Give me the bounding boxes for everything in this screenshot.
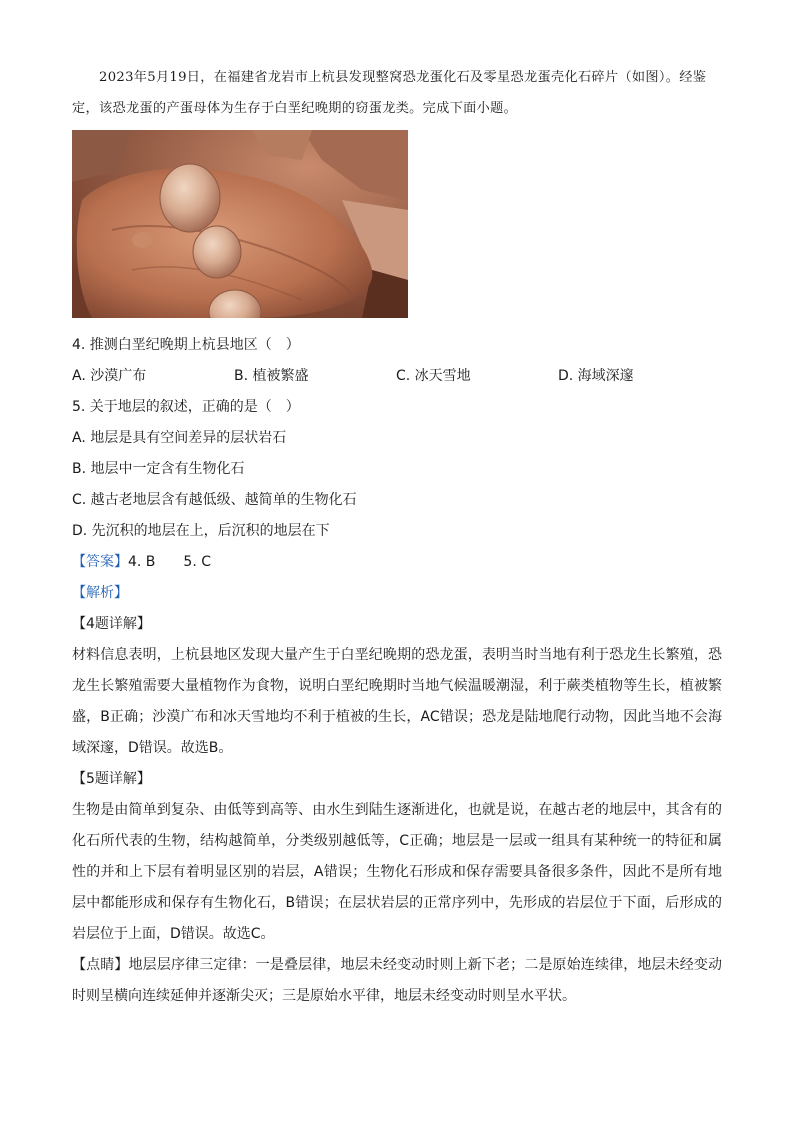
q4-option-a: A. 沙漠广布 — [72, 368, 147, 384]
q5-option-d: D. 先沉积的地层在上，后沉积的地层在下 — [72, 523, 330, 539]
q5-option-a: A. 地层是具有空间差异的层状岩石 — [72, 430, 287, 446]
dinosaur-egg-fossil-photo — [72, 130, 408, 318]
detail-4-label: 【4题详解】 — [72, 616, 151, 632]
detail-5-text: 生物是由简单到复杂、由低等到高等、由水生到陆生逐渐进化，也就是说，在越古老的地层中，其含有的化石所代表的生物，结构越简单，分类级别越低等，C正确；地层是一层或一组具有某种统一的特征和属性的并和上下层有着明显区别的岩层，A错误；生物化石形成和保存需要具备很多条件，因此不是所有地层中都能形成和保存有生物化石，B错误；在层状岩层的正常序列中，先形成的岩层位于下面，后形成的岩层位于上面，D错误。故选C。 — [72, 802, 722, 942]
intro-paragraph: 2023年5月19日，在福建省龙岩市上杭县发现整窝恐龙蛋化石及零星恐龙蛋壳化石碎片（如图）。经鉴定，该恐龙蛋的产蛋母体为生存于白垩纪晚期的窃蛋龙类。完成下面小题。 — [72, 70, 707, 116]
tip-paragraph — [72, 950, 722, 1012]
q4-option-b: B. 植被繁盛 — [234, 368, 309, 384]
question-4-stem: 4. 推测白垩纪晚期上杭县地区（ ） — [72, 337, 300, 353]
detail-5-label: 【5题详解】 — [72, 771, 151, 787]
detail-4-text: 材料信息表明，上杭县地区发现大量产生于白垩纪晚期的恐龙蛋，表明当时当地有利于恐龙生长繁殖，恐龙生长繁殖需要大量植物作为食物，说明白垩纪晚期时当地气候温暖潮湿，利于蕨类植物等生长，植被繁盛，B正确；沙漠广布和冰天雪地均不利于植被的生长，AC错误；恐龙是陆地爬行动物，因此当地不会海域深邃，D错误。故选B。 — [72, 647, 722, 756]
answer-label: 【答案】 — [72, 554, 128, 570]
question-4-options — [72, 361, 722, 392]
q5-option-b: B. 地层中一定含有生物化石 — [72, 461, 245, 477]
q5-option-c: C. 越古老地层含有越低级、越简单的生物化石 — [72, 492, 357, 508]
fossil-rock-illustration — [72, 130, 408, 318]
tip-text: 地层层序律三定律：一是叠层律，地层未经变动时则上新下老；二是原始连续律，地层未经变动时则呈横向连续延伸并逐渐尖灭；三是原始水平律，地层未经变动时则呈水平状。 — [72, 957, 723, 1004]
answer-line — [72, 547, 722, 578]
question-5-stem: 5. 关于地层的叙述，正确的是（ ） — [72, 399, 300, 415]
answer-text: 4. B 5. C — [128, 554, 211, 570]
document-page — [72, 62, 722, 1012]
q4-option-c: C. 冰天雪地 — [396, 368, 471, 384]
q4-option-d: D. 海域深邃 — [558, 368, 634, 384]
tip-label: 【点睛】 — [72, 957, 129, 973]
analysis-label: 【解析】 — [72, 585, 128, 601]
